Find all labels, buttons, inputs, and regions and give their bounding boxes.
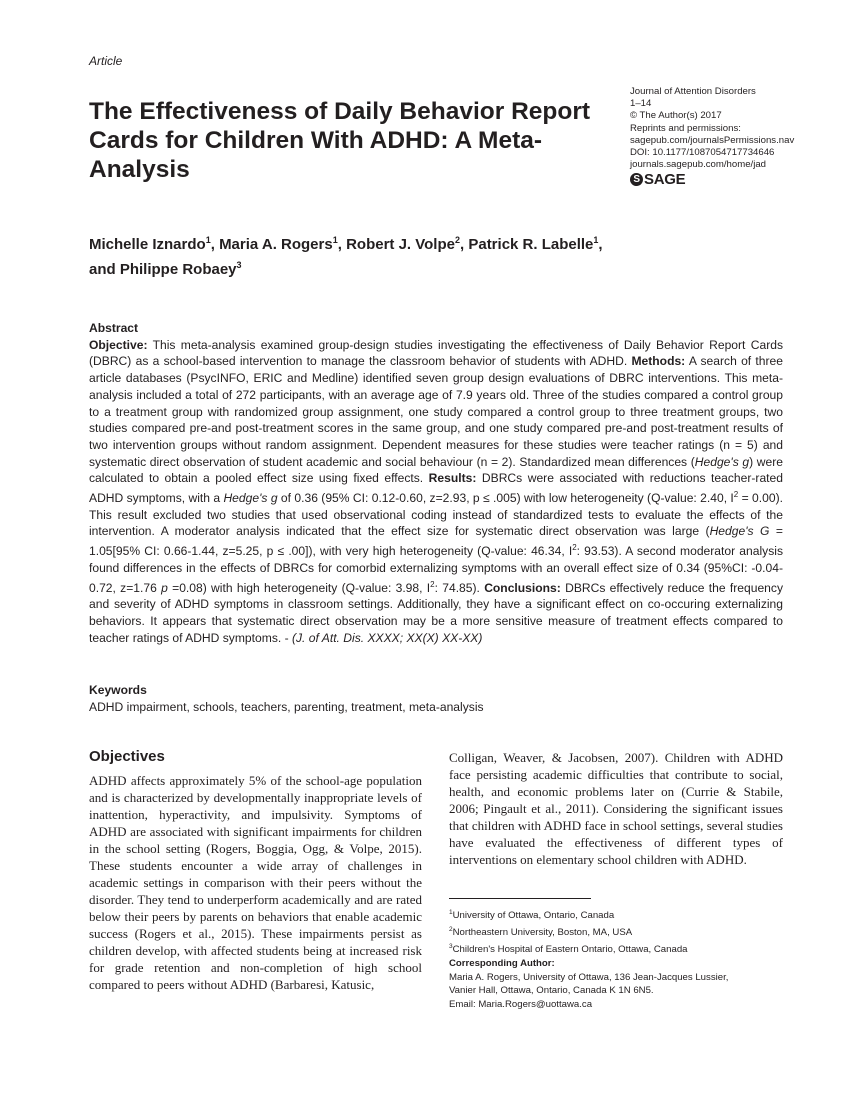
author: Robert J. Volpe$^2$,	[346, 235, 469, 253]
doi[interactable]: DOI: 10.1177/1087054717734646	[630, 147, 775, 159]
author-list	[89, 230, 739, 280]
sage-mark-icon: S	[630, 173, 643, 186]
corresponding-author	[449, 957, 789, 1011]
author: Michelle Iznardo$^1$,	[89, 235, 220, 253]
corresponding-address-2: Vanier Hall, Ottawa, Ontario, Canada K 1N 6N5.	[449, 985, 654, 997]
affiliation-item: $^1$University of Ottawa, Ontario, Canada	[449, 909, 615, 922]
affiliation-marker: 1	[205, 235, 211, 245]
keywords-list: ADHD impairment, schools, teachers, parenting, treatment, meta-analysis	[89, 699, 484, 714]
corresponding-address: Maria A. Rogers, University of Ottawa, 136 Jean-Jacques Lussier,	[449, 971, 729, 983]
keywords-heading: Keywords	[89, 683, 147, 697]
body-text-right-column: Colligan, Weaver, & Jacobsen, 2007). Children with ADHD face persisting academic difficulties that contribute to social, health, and economic problems later on (Currie & Stabile, 2006; Pingault et al., 2011). Considering the significant issues that children with ADHD face in school settings, several studies have evaluated the effectiveness of different types of interventions on elementary school children with ADHD.	[449, 750, 783, 867]
affiliation-item: $^3$Children's Hospital of Eastern Ontario, Ottawa, Canada	[449, 942, 688, 955]
sage-wordmark: SAGE	[644, 170, 686, 188]
journal-info	[630, 86, 830, 186]
body-text-left-column: ADHD affects approximately 5% of the school-age population and is characterized by developmentally inappropriate levels of inattention, hyperactivity, and impulsivity. Symptoms of ADHD are associated with significant impairments for children in the school setting (Rogers, Boggia, Ogg, & Volpe, 2015). These students encounter a wide array of challenges in academic settings in comparison with their peers without the disorder. They tend to underperform academically and are rated below their peers by parents on behaviors that enable academic success (Rogers et al., 2015). These impairments persist as children develop, with affected students being at increased risk for grade retention and non-completion of high school compared to peers without ADHD (Barbaresi, Katusic,	[89, 773, 422, 992]
sage-logo	[630, 170, 830, 188]
abstract	[89, 320, 783, 646]
corresponding-email[interactable]: Email: Maria.Rogers@uottawa.ca	[449, 998, 593, 1010]
keywords	[89, 682, 783, 715]
abstract-body: Objective: This meta-analysis examined group-design studies investigating the effectiveness of Daily Behavior Report Cards (DBRC) as a school-based intervention to manage the classroom behavior of students with ADHD. Methods: A search of three article databases (PsycINFO, ERIC and Medline) identified seven group design evaluations of DBRC interventions. This meta-analysis included a total of 272 participants, with an average age of 7.9 years old. Three of the studies compared a control group to a treatment group with randomized group assignment, one study compared a control group to three treatment groups, two studies compared pre-and post-treatment scores in the same group, and one study compared pre-and post-treatment results of two intervention groups without random assignment. Dependent measures for these studies were teacher ratings (n = 5) and systematic direct observation of student academic and social behaviour (n = 2). Standardized mean differences (Hedge's g) were calculated to obtain a pooled effect size using fixed effects. Results: DBRCs were associated with reductions teacher-rated ADHD symptoms, with a Hedge's g of 0.36 (95% CI: 0.12-0.60, z=2.93, p ≤ .005) with low heterogeneity (Q-value: 2.40, $I^2 = 0.00$). This result excluded two studies that used observational coding instead of standardized tests to evaluate the effects of the intervention. A moderator analysis indicated that the effect size for systematic direct observation was large (Hedge's G = 1.05[95% CI: 0.66-1.44, z=5.25, p ≤ .00]), with very high heterogeneity (Q-value: 46.34, $I^2$: 93.53). A second moderator analysis found differences in the effects of DBRCs for comorbid externalizing symptoms with an overall effect size of 0.34 (95%CI: -0.04-0.72, z=1.76 p =0.08) with high heterogeneity (Q-value: 3.98, $I^2$: 74.85). Conclusions: DBRCs effectively reduce the frequency and severity of ADHD symptoms in classroom settings. Additionally, they have a significant effect on co-occuring externalizing behaviors. It appears that systematic direct observation may be a more sensitive measure of treatment effects compared to teacher ratings of ADHD symptoms. - (J. of Att. Dis. XXXX; XX(X) XX-XX)	[89, 337, 783, 645]
journal-name: Journal of Attention Disorders	[630, 86, 756, 97]
page-range: 1–14	[630, 98, 652, 110]
corresponding-heading: Corresponding Author:	[449, 958, 555, 969]
copyright: © The Author(s) 2017	[630, 110, 722, 122]
footnote-divider	[449, 898, 591, 899]
reprints-link[interactable]: sagepub.com/journalsPermissions.nav	[630, 134, 795, 146]
affiliation-marker: 1	[593, 235, 599, 245]
abstract-heading: Abstract	[89, 321, 139, 335]
section-heading-objectives: Objectives	[89, 748, 165, 765]
journal-citation: (J. of Att. Dis. XXXX; XX(X) XX-XX)	[291, 630, 483, 645]
author: and Philippe Robaey$^3$	[89, 260, 242, 278]
affiliation-marker: 2	[454, 235, 460, 245]
section-label: Article	[89, 54, 123, 68]
journal-link[interactable]: journals.sagepub.com/home/jad	[630, 159, 766, 171]
author: Patrick R. Labelle$^1$,	[468, 235, 603, 253]
affiliations	[449, 906, 789, 956]
reprints-label: Reprints and permissions:	[630, 122, 741, 134]
affiliation-marker: 1	[332, 235, 338, 245]
paper-title: The Effectiveness of Daily Behavior Report Cards for Children With ADHD: A Meta-Analysis	[89, 98, 591, 183]
affiliation-item: $^2$Northeastern University, Boston, MA, USA	[449, 925, 633, 938]
affiliation-marker: 3	[236, 260, 242, 270]
author: Maria A. Rogers$^1$,	[219, 235, 347, 253]
